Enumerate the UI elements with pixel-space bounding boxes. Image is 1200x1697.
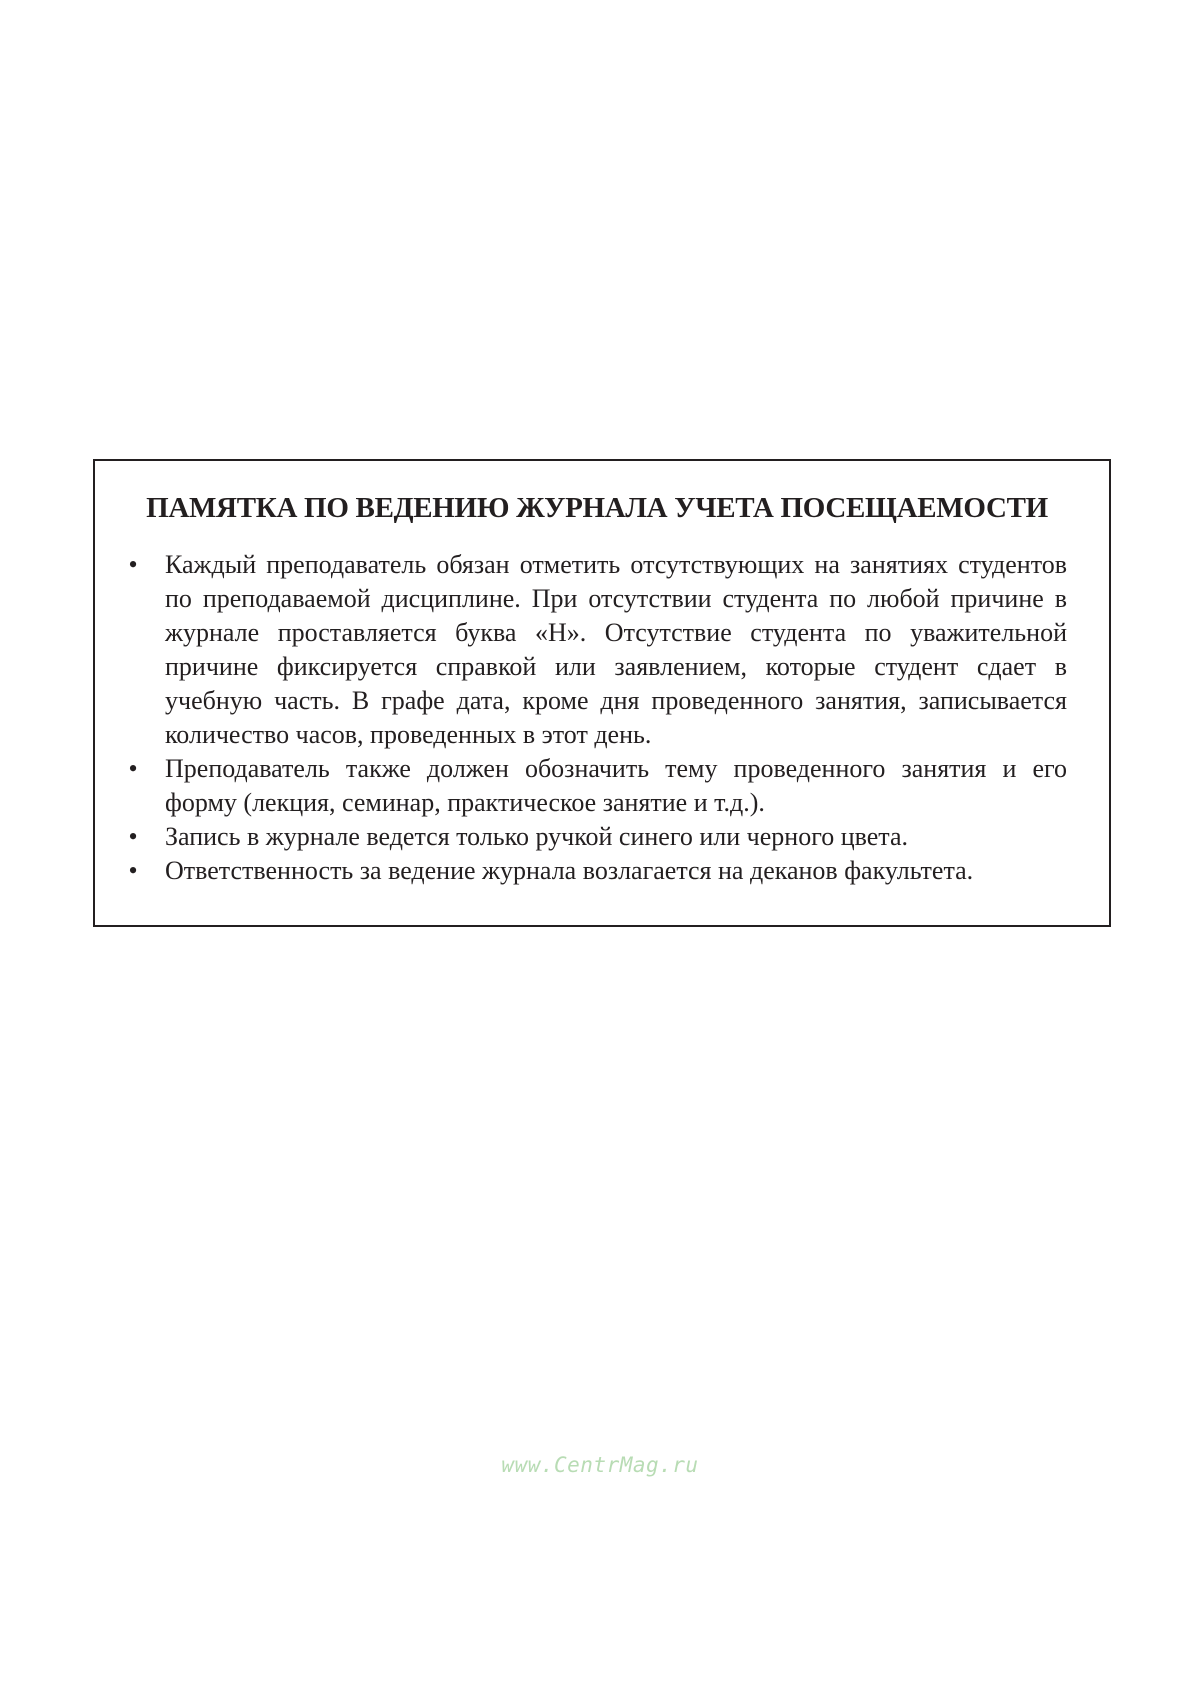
list-item (127, 854, 1067, 888)
list-item-text: Запись в журнале ведется только ручкой синего или черного цвета. (165, 821, 909, 851)
memo-box (93, 459, 1111, 927)
list-item-text: Ответственность за ведение журнала возлагается на деканов факультета. (165, 855, 974, 885)
list-item (127, 820, 1067, 854)
bullet-icon: • (128, 821, 138, 851)
list-item-text: Каждый преподаватель обязан отметить отсутствующих на занятиях студентов по преподаваемой дисциплине. При отсутствии студента по любой причине в журнале проставляется буква «Н». Отсутствие студента по уважительной причине фиксируется справкой или заявлением, которые студент сдает в учебную часть. В графе дата, кроме дня проведенного занятия, записывается количество часов, проведенных в этот день. (165, 549, 1067, 749)
memo-list (127, 548, 1067, 888)
list-item-text: Преподаватель также должен обозначить тему проведенного занятия и его форму (лекция, семинар, практическое занятие и т.д.). (165, 753, 1067, 817)
list-item (127, 548, 1067, 752)
list-item (127, 752, 1067, 820)
watermark: www.CentrMag.ru (501, 1453, 699, 1477)
bullet-icon: • (128, 549, 138, 579)
bullet-icon: • (128, 855, 138, 885)
bullet-icon: • (128, 753, 138, 783)
memo-title: ПАМЯТКА ПО ВЕДЕНИЮ ЖУРНАЛА УЧЕТА ПОСЕЩАЕМОСТИ (146, 492, 1048, 524)
